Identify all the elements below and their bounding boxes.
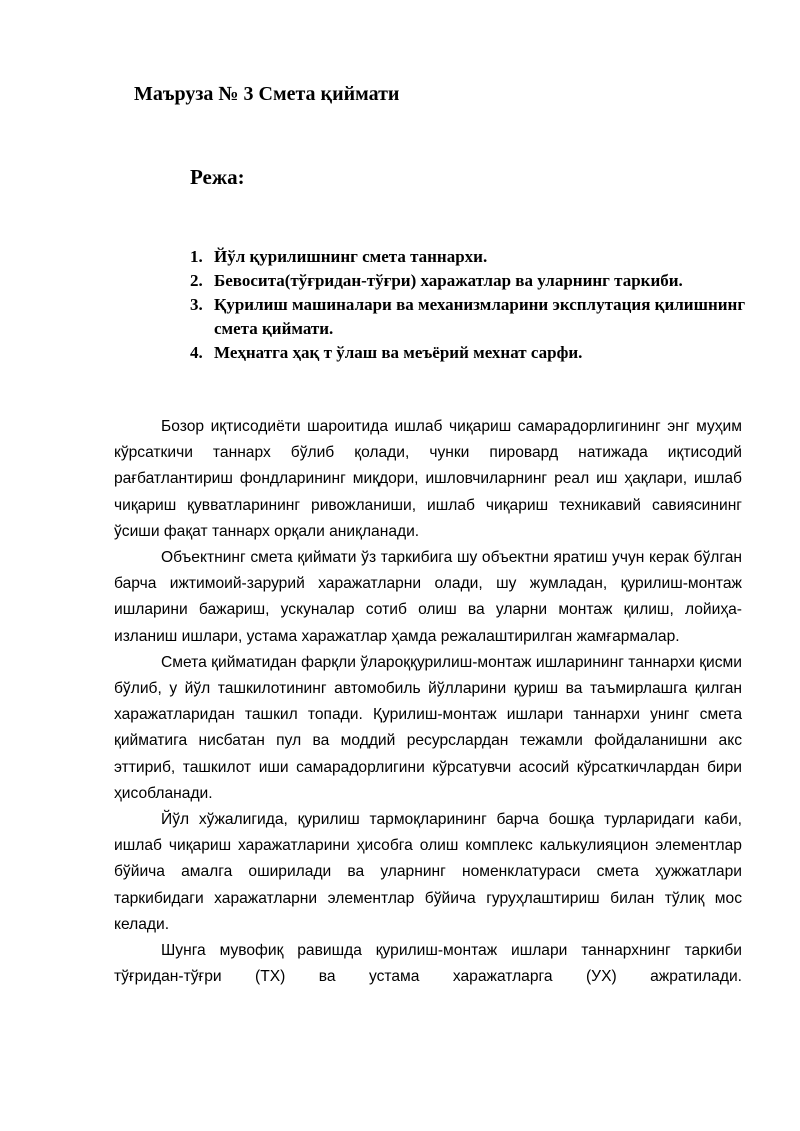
- plan-item: [190, 341, 750, 365]
- plan-item-text: Қурилиш машиналари ва механизмларини эксплутация қилишнинг смета қиймати.: [214, 295, 746, 338]
- plan-item-number: 1.: [190, 247, 203, 266]
- plan-item-number: 4.: [190, 343, 203, 362]
- plan-heading: Режа:: [190, 165, 245, 189]
- paragraph: Объектнинг смета қиймати ўз таркибига шу объектни яратиш учун керак бўлган барча ижтимоий-зарурий харажатларни олади, шу жумладан, қурилиш-монтаж ишларини бажариш, ускуналар сотиб олиш ва уларни монтаж қилиш, лойиҳа-изланиш ишлари, устама харажатлар ҳамда режалаштирилган жамғармалар.: [114, 549, 742, 645]
- plan-list: [190, 245, 750, 365]
- plan-item-number: 3.: [190, 295, 203, 314]
- paragraph: Смета қийматидан фарқли ўлароққурилиш-монтаж ишларининг таннархи қисми бўлиб, у йўл ташкилотининг автомобиль йўлларини қуриш ва таъмирлашга қилган харажатларидан ташкил топади. Қурилиш-монтаж ишлари таннархи унинг смета қийматига нисбатан пул ва моддий ресурслардан тежамли фойдаланишни акс эттириб, ташкилот иши самарадорлигини кўрсатувчи асосий кўрсаткичлардан бири ҳисобланади.: [114, 653, 742, 802]
- plan-item-text: Бевосита(тўғридан-тўғри) харажатлар ва уларнинг таркиби.: [214, 271, 683, 290]
- body-text: [114, 414, 742, 990]
- plan-item-text: Меҳнатга ҳақ т ўлаш ва меъёрий мехнат сарфи.: [214, 343, 583, 362]
- plan-item: [190, 269, 750, 293]
- lecture-title: Маъруза № 3 Смета қиймати: [134, 83, 400, 105]
- plan-item-text: Йўл қурилишнинг смета таннархи.: [214, 247, 488, 266]
- paragraph: Йўл хўжалигида, қурилиш тармоқларининг барча бошқа турларидаги каби, ишлаб чиқариш харажатларини ҳисобга олиш комплекс калькулияцион элементлар бўйича амалга оширилади ва уларнинг номенклатураси смета ҳужжатлари таркибидаги харажатларни элементлар бўйича гуруҳлаштириш билан тўлиқ мос келади.: [114, 811, 742, 933]
- plan-item-number: 2.: [190, 271, 203, 290]
- paragraph: Бозор иқтисодиёти шароитида ишлаб чиқариш самарадорлигининг энг муҳим кўрсаткичи таннарх бўлиб қолади, чунки пировард натижада иқтисодий рағбатлантириш фондларининг миқдори, ишловчиларнинг реал иш ҳақлари, ишлаб чиқариш қувватларининг ривожланиши, ишлаб чиқариш техникавий савиясининг ўсиши фақат таннарх орқали аниқланади.: [114, 418, 742, 540]
- paragraph: Шунга мувофиқ равишда қурилиш-монтаж ишлари таннархнинг таркиби тўғридан-тўғри (ТХ) ва устама харажатларга (УХ) ажратилади.: [114, 942, 742, 986]
- plan-item: [190, 245, 750, 269]
- plan-item: [190, 293, 750, 341]
